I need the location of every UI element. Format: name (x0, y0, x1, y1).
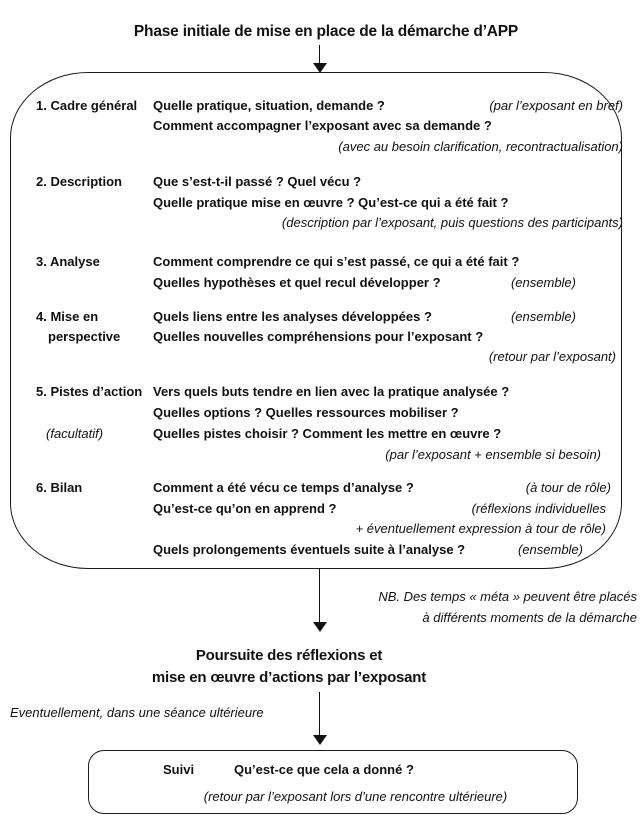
step-annotation: (ensemble) (510, 275, 576, 290)
arrow-shaft (319, 692, 320, 736)
step-question: Quels prolongements éventuels suite à l’analyse ? (153, 542, 466, 557)
step-question: Quels liens entre les analyses développées ? (153, 309, 432, 324)
step-label: 3. Analyse (36, 254, 100, 269)
process-row (36, 275, 576, 290)
step-question: Vers quels buts tendre en lien avec la pratique analysée ? (153, 384, 510, 399)
step-question: Qu’est-ce qu’on en apprend ? (153, 501, 337, 516)
process-row (36, 329, 483, 344)
process-row (36, 447, 601, 462)
nb-note-line2: à différents moments de la démarche (422, 610, 637, 625)
step-annotation: (description par l’exposant, puis questions des participants) (281, 215, 623, 230)
follow-up-label: Suivi (163, 762, 195, 777)
step-question: Comment a été vécu ce temps d’analyse ? (153, 480, 414, 495)
page-title: Phase initiale de mise en place de la démarche d’APP (133, 23, 519, 40)
process-row (36, 139, 623, 154)
process-row (36, 426, 501, 441)
process-row (36, 118, 492, 133)
step-label: 1. Cadre général (36, 98, 138, 113)
step-label: perspective (48, 329, 121, 344)
process-row (36, 215, 623, 230)
process-row (36, 174, 361, 189)
step-annotation: + éventuellement expression à tour de rôle) (355, 521, 606, 536)
arrow-down-icon (313, 45, 327, 73)
step-label: (facultatif) (46, 426, 104, 441)
step-question: Quelles options ? Quelles ressources mobiliser ? (153, 405, 459, 420)
continuation-text (89, 645, 489, 689)
nb-note-line1: NB. Des temps « méta » peuvent être placés (378, 589, 637, 604)
process-row (36, 384, 509, 399)
follow-up-box (88, 750, 578, 814)
process-row (36, 349, 616, 364)
step-annotation: (à tour de rôle) (525, 480, 611, 495)
process-row (36, 480, 611, 495)
step-annotation: (réflexions individuelles (471, 501, 606, 516)
step-question: Que s’est-t-il passé ? Quel vécu ? (153, 174, 362, 189)
process-row (36, 309, 576, 324)
process-row (36, 195, 508, 210)
step-annotation: (par l’exposant en bref) (489, 98, 623, 113)
process-row (36, 405, 459, 420)
process-row (36, 98, 623, 113)
step-question: Comment comprendre ce qui s’est passé, ce qui a été fait ? (153, 254, 520, 269)
process-steps-box (10, 72, 622, 569)
step-question: Quelles nouvelles compréhensions pour l’exposant ? (153, 329, 484, 344)
step-annotation: (ensemble) (510, 309, 576, 324)
step-question: Quelle pratique mise en œuvre ? Qu’est-ce qui a été fait ? (153, 195, 509, 210)
process-row (36, 542, 583, 557)
arrow-head (313, 735, 327, 745)
step-annotation: (retour par l’exposant) (488, 349, 616, 364)
step-question: Quelles pistes choisir ? Comment les mettre en œuvre ? (153, 426, 502, 441)
continuation-line1: Poursuite des réflexions et (195, 647, 383, 664)
nb-note (378, 586, 637, 628)
later-session-note: Eventuellement, dans une séance ultérieure (10, 705, 264, 720)
arrow-down-icon (313, 692, 327, 746)
step-label: 6. Bilan (36, 480, 83, 495)
arrow-down-icon (313, 568, 327, 633)
step-annotation: (ensemble) (517, 542, 583, 557)
step-annotation: (avec au besoin clarification, recontractualisation) (338, 139, 623, 154)
step-question: Quelle pratique, situation, demande ? (153, 98, 385, 113)
step-label: 4. Mise en (36, 309, 99, 324)
follow-up-question: Qu’est-ce que cela a donné ? (234, 762, 414, 777)
process-row (36, 254, 519, 269)
arrow-shaft (319, 45, 320, 64)
arrow-head (313, 622, 327, 632)
continuation-line2: mise en œuvre d’actions par l’exposant (151, 669, 427, 686)
step-question: Comment accompagner l’exposant avec sa demande ? (153, 118, 492, 133)
step-annotation: (par l’exposant + ensemble si besoin) (385, 447, 601, 462)
step-label: 2. Description (36, 174, 122, 189)
step-question: Quelles hypothèses et quel recul développer ? (153, 275, 441, 290)
step-label: 5. Pistes d’action (36, 384, 143, 399)
process-row (36, 501, 606, 516)
process-row (36, 521, 606, 536)
follow-up-annotation: (retour par l’exposant lors d’une rencontre ultérieure) (203, 789, 508, 804)
arrow-shaft (319, 568, 320, 623)
